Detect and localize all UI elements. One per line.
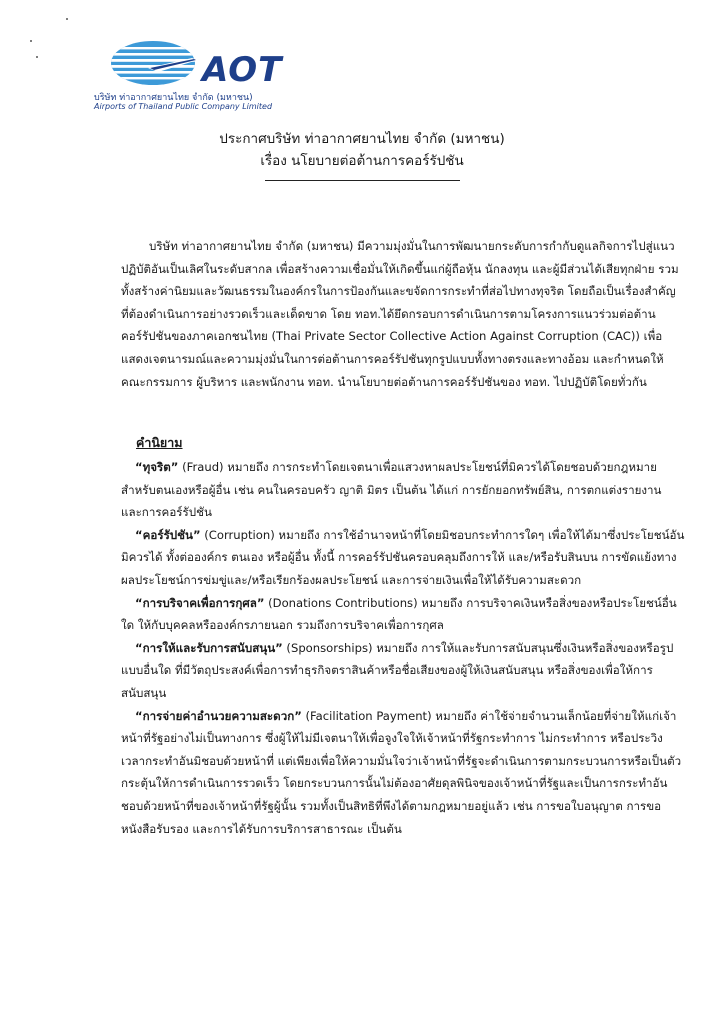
intro-paragraph: บริษัท ท่าอากาศยานไทย จำกัด (มหาชน) มีความมุ่งมั่นในการพัฒนายกระดับการกำกับดูแลกิจการไปสู่แนวปฏิบัติอันเป็นเลิศในระดับสากล เพื่อสร้างความเชื่อมั่นให้เกิดขึ้นแก่ผู้ถือหุ้น นักลงทุน และผู้มีส่วนได้เสียทุกฝ่าย รวมทั้งสร้างค่านิยมและวัฒนธรรมในองค์กรในการป้องกันและขจัดการกระทำที่ส่อไปทางทุจริต โดยถือเป็นเรื่องสำคัญที่ต้องดำเนินการอย่างรวดเร็วและเด็ดขาด โดย ทอท.ได้ยึดกรอบการดำเนินการตามโครงการแนวร่วมต่อต้านคอร์รัปชันของภาคเอกชนไทย (Thai Private Sector Collective Action Against Corruption (CAC)) เพื่อแสดงเจตนารมณ์และความมุ่งมั่นในการต่อต้านการคอร์รัปชันทุกรูปแบบทั้งทางตรงและทางอ้อม และกำหนดให้คณะกรรมการ ผู้บริหาร และพนักงาน ทอท. นำนโยบายต่อต้านการคอร์รัปชันของ ทอท. ไปปฏิบัติโดยทั่วกัน	[121, 239, 679, 389]
definition-item	[121, 705, 685, 841]
logo-wordmark: AOT	[202, 50, 283, 90]
definition-term: “คอร์รัปชัน”	[135, 527, 201, 542]
definition-term: “การบริจาคเพื่อการกุศล”	[135, 595, 265, 610]
logo-company-name-en: Airports of Thailand Public Company Limited	[94, 102, 273, 111]
title-line-1: ประกาศบริษัท ท่าอากาศยานไทย จำกัด (มหาชน)	[219, 131, 505, 147]
title-underline	[265, 180, 460, 181]
definition-term: “ทุจริต”	[135, 460, 179, 474]
definition-text: (Facilitation Payment) หมายถึง ค่าใช้จ่ายจำนวนเล็กน้อยที่จ่ายให้แก่เจ้าหน้าที่รัฐอย่างไม่เป็นทางการ ซึ่งผู้ให้ไม่มีเจตนาให้เพื่อจูงใจให้เจ้าหน้าที่รัฐกระทำการ ไม่กระทำการ หรือประวิงเวลากระทำอันมิชอบด้วยหน้าที่ แต่เพียงเพื่อให้ความมั่นใจว่าเจ้าหน้าที่รัฐจะดำเนินการตามกระบวนการหรือเป็นตัวกระตุ้นให้การดำเนินการรวดเร็ว โดยกระบวนการนั้นไม่ต้องอาศัยดุลพินิจของเจ้าหน้าที่รัฐและเป็นการกระทำอันชอบด้วยหน้าที่ของเจ้าหน้าที่รัฐผู้นั้น รวมทั้งเป็นสิทธิที่พึงได้ตามกฎหมายอยู่แล้ว เช่น การขอใบอนุญาต การขอหนังสือรับรอง และการได้รับการบริการสาธารณะ เป็นต้น	[121, 708, 682, 836]
definition-item	[121, 637, 685, 705]
definition-term: “การจ่ายค่าอำนวยความสะดวก”	[135, 708, 302, 723]
definition-item	[121, 456, 685, 524]
aot-logo-icon	[108, 38, 204, 88]
definitions-heading: คำนิยาม	[136, 435, 183, 450]
definition-text: (Corruption) หมายถึง การใช้อำนาจหน้าที่โดยมิชอบกระทำการใดๆ เพื่อให้ได้มาซึ่งประโยชน์อันมิควรได้ ทั้งต่อองค์กร ตนเอง หรือผู้อื่น ทั้งนี้ การคอร์รัปชันครอบคลุมถึงการให้ และ/หรือรับสินบน การขัดแย้งทางผลประโยชน์การข่มขู่และ/หรือเรียกร้องผลประโยชน์ และการจ่ายเงินเพื่อให้ได้รับความสะดวก	[121, 527, 685, 587]
scan-speck	[66, 18, 68, 20]
title-line-2: เรื่อง นโยบายต่อต้านการคอร์รัปชัน	[260, 153, 464, 169]
aot-logo	[80, 38, 300, 128]
scan-speck	[30, 40, 32, 42]
scan-speck	[36, 56, 38, 58]
announcement-title	[0, 128, 724, 181]
definition-term: “การให้และรับการสนับสนุน”	[135, 640, 283, 655]
definition-item	[121, 592, 685, 637]
definition-text: (Fraud) หมายถึง การกระทำโดยเจตนาเพื่อแสวงหาผลประโยชน์ที่มิควรได้โดยชอบด้วยกฎหมายสำหรับตนเองหรือผู้อื่น เช่น คนในครอบครัว ญาติ มิตร เป็นต้น ได้แก่ การยักยอกทรัพย์สิน, การตกแต่งรายงาน และการคอร์รัปชัน	[121, 460, 662, 520]
definitions-list	[121, 456, 685, 840]
definition-item	[121, 524, 685, 592]
definition-text: (Sponsorships) หมายถึง การให้และรับการสนับสนุนซึ่งเงินหรือสิ่งของหรือรูปแบบอื่นใด ที่มีวัตถุประสงค์เพื่อการทำธุรกิจตราสินค้าหรือชื่อเสียงของผู้ให้เงินสนับสนุน หรือสิ่งของเพื่อให้การสนับสนุน	[121, 640, 674, 700]
logo-company-name-th: บริษัท ท่าอากาศยานไทย จำกัด (มหาชน)	[94, 93, 253, 103]
definition-text: (Donations Contributions) หมายถึง การบริจาคเงินหรือสิ่งของหรือประโยชน์อื่นใด ให้กับบุคคลหรือองค์กรภายนอก รวมถึงการบริจาคเพื่อการกุศล	[121, 595, 677, 633]
